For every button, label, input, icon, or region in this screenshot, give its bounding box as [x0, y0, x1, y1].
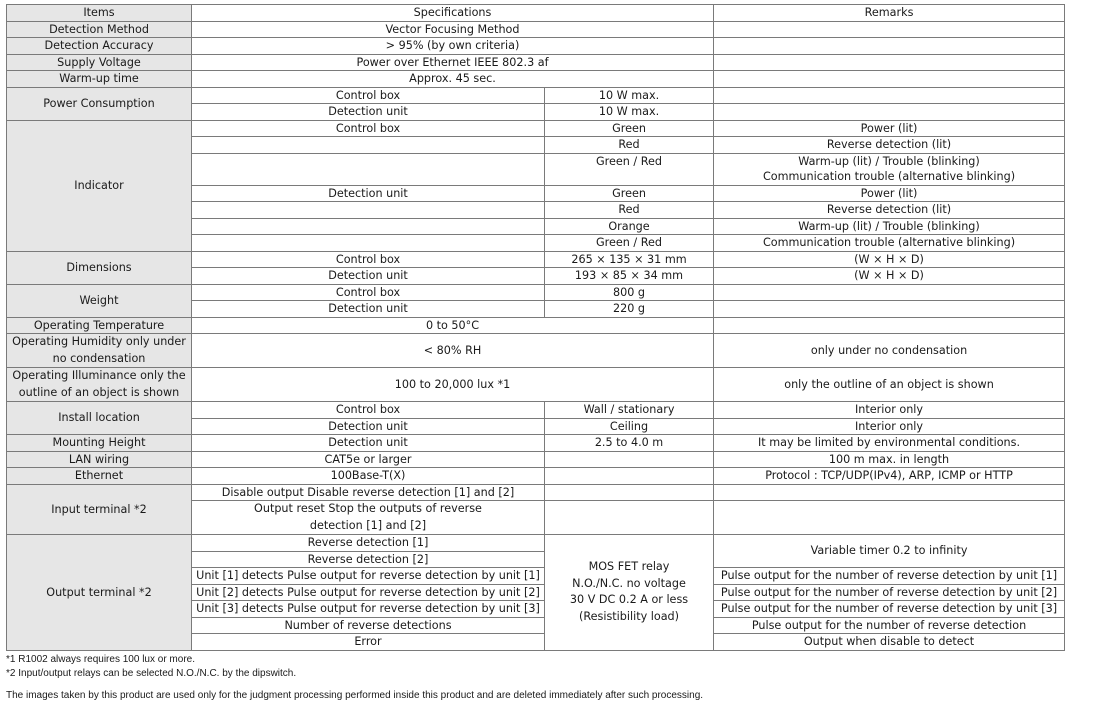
spec-value: 100Base-T(X) — [192, 468, 545, 485]
item-label: Operating Illuminance only the outline of an object is shown — [7, 368, 192, 402]
sub-unit — [192, 235, 545, 252]
item-label: Mounting Height — [7, 435, 192, 452]
indicator-color: Green — [545, 120, 714, 137]
relay-spec — [545, 535, 714, 651]
indicator-color: Green — [545, 185, 714, 202]
spec-value: 2.5 to 4.0 m — [545, 435, 714, 452]
remark-cell: Pulse output for the number of reverse detection by unit [2] — [714, 584, 1065, 601]
remark-cell: 100 m max. in length — [714, 451, 1065, 468]
remark-cell: Warm-up (lit) / Trouble (blinking) — [714, 153, 1065, 169]
footnote-2: *2 Input/output relays can be selected N.O./N.C. by the dipswitch. — [6, 668, 297, 679]
remark-cell: Communication trouble (alternative blinking) — [714, 235, 1065, 252]
item-label: Operating Humidity only under no condensation — [7, 334, 192, 368]
remark-cell: Variable timer 0.2 to infinity — [714, 535, 1065, 568]
item-label: Indicator — [7, 120, 192, 251]
header-specifications: Specifications — [192, 5, 714, 22]
remark-cell: Interior only — [714, 418, 1065, 435]
table-row — [7, 451, 1065, 468]
spec-value: Vector Focusing Method — [192, 21, 714, 38]
spec-value: Ceiling — [545, 418, 714, 435]
spec-empty — [545, 468, 714, 485]
table-row — [7, 468, 1065, 485]
sub-unit: Control box — [192, 284, 545, 301]
remark-cell: Protocol : TCP/UDP(IPv4), ARP, ICMP or HTTP — [714, 468, 1065, 485]
spec-empty — [545, 451, 714, 468]
spec-value: 10 W max. — [545, 87, 714, 104]
sub-unit — [192, 153, 545, 185]
indicator-color: Red — [545, 137, 714, 154]
item-label: Detection Accuracy — [7, 38, 192, 55]
spec-value: 193 × 85 × 34 mm — [545, 268, 714, 285]
relay-line: MOS FET relay — [588, 560, 670, 574]
sub-unit: Detection unit — [192, 268, 545, 285]
item-label: Dimensions — [7, 251, 192, 284]
spec-value: 0 to 50°C — [192, 317, 714, 334]
item-label: Install location — [7, 402, 192, 435]
output-label: Error — [192, 634, 545, 651]
footnote-1: *1 R1002 always requires 100 lux or more. — [6, 654, 195, 665]
table-row — [7, 87, 1065, 104]
sub-unit: Detection unit — [192, 301, 545, 318]
spec-table — [6, 4, 1065, 651]
remark-cell — [714, 21, 1065, 38]
item-label: LAN wiring — [7, 451, 192, 468]
spec-value: 220 g — [545, 301, 714, 318]
remark-cell — [714, 104, 1065, 121]
spec-value: CAT5e or larger — [192, 451, 545, 468]
item-label: Warm-up time — [7, 71, 192, 88]
sub-unit: Control box — [192, 402, 545, 419]
remark-cell: Reverse detection (lit) — [714, 202, 1065, 219]
output-label: Unit [2] detects Pulse output for reverse detection by unit [2] — [192, 584, 545, 601]
table-row — [7, 38, 1065, 55]
header-remarks: Remarks — [714, 5, 1065, 22]
sub-unit: Control box — [192, 251, 545, 268]
header-row — [7, 5, 1065, 22]
table-row — [7, 435, 1065, 452]
remark-cell: Warm-up (lit) / Trouble (blinking) — [714, 218, 1065, 235]
remark-cell — [714, 38, 1065, 55]
spec-value: 265 × 135 × 31 mm — [545, 251, 714, 268]
remark-cell — [714, 71, 1065, 88]
item-label: Operating Temperature — [7, 317, 192, 334]
remark-cell — [714, 87, 1065, 104]
item-label: Weight — [7, 284, 192, 317]
relay-line: (Resistibility load) — [578, 609, 680, 623]
indicator-color: Green / Red — [545, 235, 714, 252]
table-row — [7, 368, 1065, 402]
table-row — [7, 120, 1065, 137]
output-label: Unit [1] detects Pulse output for reverse detection by unit [1] — [192, 568, 545, 585]
item-label: Output terminal *2 — [7, 535, 192, 651]
table-row — [7, 251, 1065, 268]
output-label: Unit [3] detects Pulse output for reverse detection by unit [3] — [192, 601, 545, 618]
table-row — [7, 284, 1065, 301]
remark-cell: Power (lit) — [714, 185, 1065, 202]
remark-cell: Power (lit) — [714, 120, 1065, 137]
relay-line: 30 V DC 0.2 A or less — [569, 593, 689, 607]
sub-unit: Control box — [192, 120, 545, 137]
table-row — [7, 21, 1065, 38]
remark-cell: Output when disable to detect — [714, 634, 1065, 651]
remark-cell — [714, 484, 1065, 501]
spec-value: 100 to 20,000 lux *1 — [192, 368, 714, 402]
indicator-color: Orange — [545, 218, 714, 235]
spec-value: < 80% RH — [192, 334, 714, 368]
sub-unit — [192, 137, 545, 154]
spec-empty — [545, 484, 714, 501]
spec-value: 800 g — [545, 284, 714, 301]
table-row — [7, 535, 1065, 552]
remark-cell: (W × H × D) — [714, 268, 1065, 285]
sub-unit: Control box — [192, 87, 545, 104]
item-label: Ethernet — [7, 468, 192, 485]
sub-unit: Detection unit — [192, 435, 545, 452]
remark-cell: Pulse output for the number of reverse detection — [714, 617, 1065, 634]
item-label: Power Consumption — [7, 87, 192, 120]
item-label: Supply Voltage — [7, 54, 192, 71]
table-row — [7, 54, 1065, 71]
remark-cell: (W × H × D) — [714, 251, 1065, 268]
table-row — [7, 334, 1065, 368]
sub-unit: Detection unit — [192, 104, 545, 121]
remark-cell — [714, 284, 1065, 301]
remark-cell: only under no condensation — [714, 334, 1065, 368]
spec-empty — [545, 501, 714, 535]
spec-value: > 95% (by own criteria) — [192, 38, 714, 55]
remark-cell: It may be limited by environmental conditions. — [714, 435, 1065, 452]
sub-unit — [192, 202, 545, 219]
remark-cell: Interior only — [714, 402, 1065, 419]
item-label: Input terminal *2 — [7, 484, 192, 535]
indicator-color: Red — [545, 202, 714, 219]
table-row — [7, 484, 1065, 501]
spec-value: Wall / stationary — [545, 402, 714, 419]
output-label: Number of reverse detections — [192, 617, 545, 634]
remark-cell: Reverse detection (lit) — [714, 137, 1065, 154]
remark-cell: Communication trouble (alternative blinking) — [714, 169, 1065, 185]
spec-value: 10 W max. — [545, 104, 714, 121]
table-row — [7, 317, 1065, 334]
input-label: Disable output Disable reverse detection [1] and [2] — [192, 484, 545, 501]
spec-value: Power over Ethernet IEEE 802.3 af — [192, 54, 714, 71]
remark-cell — [714, 54, 1065, 71]
output-label: Reverse detection [1] — [192, 535, 545, 552]
remark-cell — [714, 501, 1065, 535]
sub-unit: Detection unit — [192, 185, 545, 202]
header-items: Items — [7, 5, 192, 22]
input-label: Output reset Stop the outputs of reverse detection [1] and [2] — [192, 501, 545, 535]
item-label: Detection Method — [7, 21, 192, 38]
output-label: Reverse detection [2] — [192, 551, 545, 568]
table-row — [7, 71, 1065, 88]
relay-line: N.O./N.C. no voltage — [572, 576, 686, 590]
remark-cell: Pulse output for the number of reverse detection by unit [3] — [714, 601, 1065, 618]
remark-cell: only the outline of an object is shown — [714, 368, 1065, 402]
table-row — [7, 402, 1065, 419]
sub-unit: Detection unit — [192, 418, 545, 435]
spec-value: Approx. 45 sec. — [192, 71, 714, 88]
remark-cell — [714, 301, 1065, 318]
remark-cell — [714, 317, 1065, 334]
disclaimer: The images taken by this product are used only for the judgment processing performed inside this product and are deleted immediately after such processing. — [6, 690, 704, 701]
remark-cell: Pulse output for the number of reverse detection by unit [1] — [714, 568, 1065, 585]
sub-unit — [192, 218, 545, 235]
indicator-color: Green / Red — [545, 153, 714, 185]
